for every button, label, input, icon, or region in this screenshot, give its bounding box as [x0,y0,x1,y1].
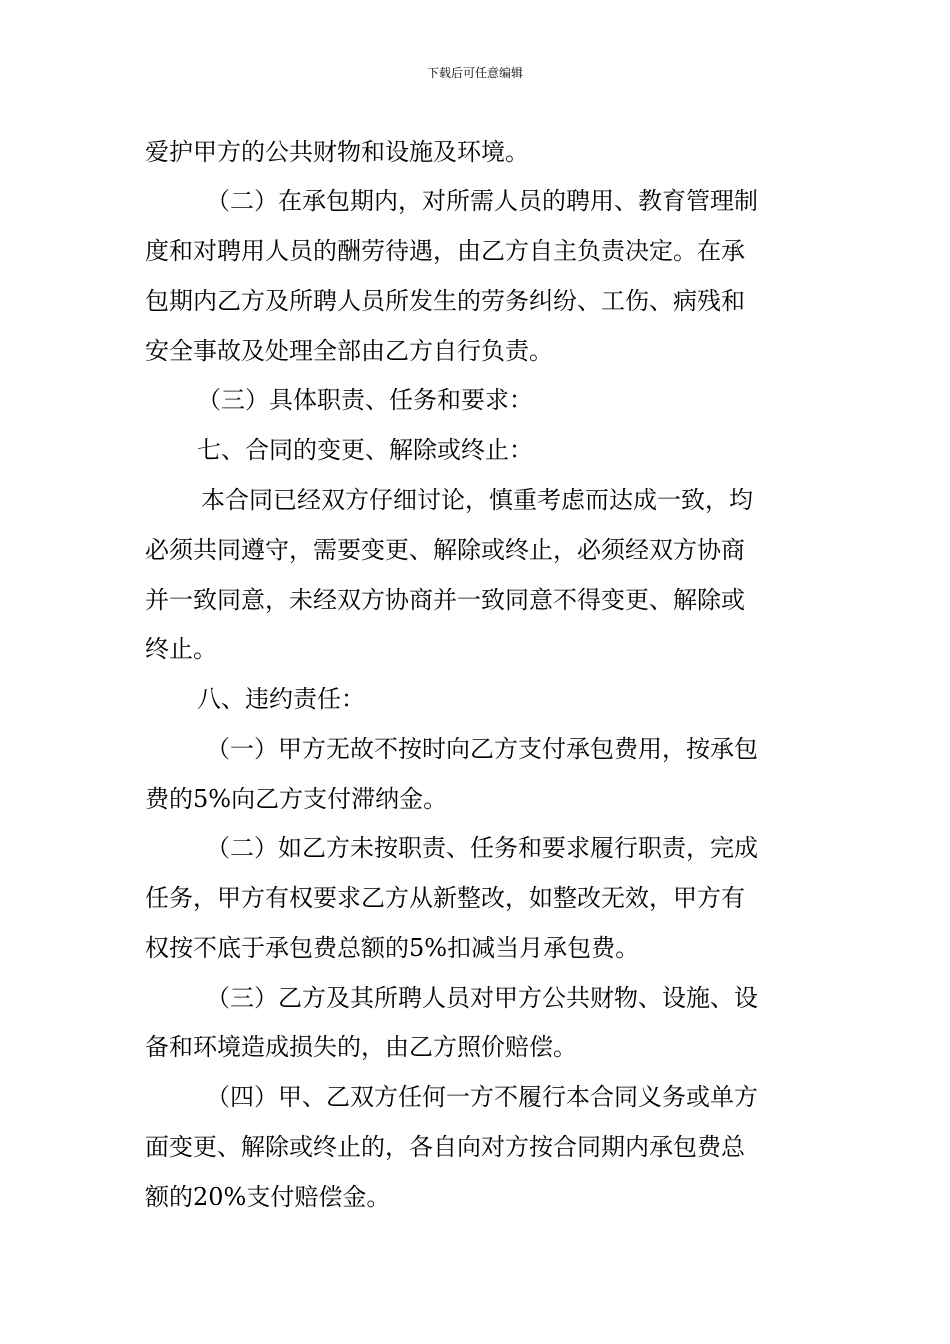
body-line: （三）乙方及其所聘人员对甲方公共财物、设施、设 [206,984,758,1012]
body-line: 终止。 [145,635,217,663]
body-line: （二）如乙方未按职责、任务和要求履行职责，完成 [206,834,758,862]
body-line: 本合同已经双方仔细讨论，慎重考虑而达成一致，均 [201,486,753,514]
body-line: 七、合同的变更、解除或终止： [197,436,533,464]
body-line: 备和环境造成损失的，由乙方照价赔偿。 [145,1033,577,1061]
body-line: （二）在承包期内，对所需人员的聘用、教育管理制 [206,187,758,215]
body-line: （三）具体职责、任务和要求： [197,386,533,414]
body-line: 爱护甲方的公共财物和设施及环境。 [145,138,529,166]
page-header-note: 下载后可任意编辑 [426,66,523,80]
body-line: 包期内乙方及所聘人员所发生的劳务纠纷、工伤、病残和 [145,287,745,315]
body-line: （一）甲方无故不按时向乙方支付承包费用，按承包 [206,735,758,763]
body-line: 额的20%支付赔偿金。 [145,1183,391,1211]
body-line: 费的5%向乙方支付滞纳金。 [145,785,448,813]
body-line: 任务，甲方有权要求乙方从新整改，如整改无效，甲方有 [145,884,745,912]
body-line: 安全事故及处理全部由乙方自行负责。 [145,337,553,365]
body-line: 必须共同遵守，需要变更、解除或终止，必须经双方协商 [145,536,745,564]
body-line: 并一致同意，未经双方协商并一致同意不得变更、解除或 [145,586,745,614]
body-line: 权按不底于承包费总额的5%扣减当月承包费。 [145,934,640,962]
body-line: 八、违约责任： [197,685,365,713]
body-line: 面变更、解除或终止的，各自向对方按合同期内承包费总 [145,1133,745,1161]
body-line: （四）甲、乙双方任何一方不履行本合同义务或单方 [206,1083,758,1111]
body-line: 度和对聘用人员的酬劳待遇，由乙方自主负责决定。在承 [145,237,745,265]
